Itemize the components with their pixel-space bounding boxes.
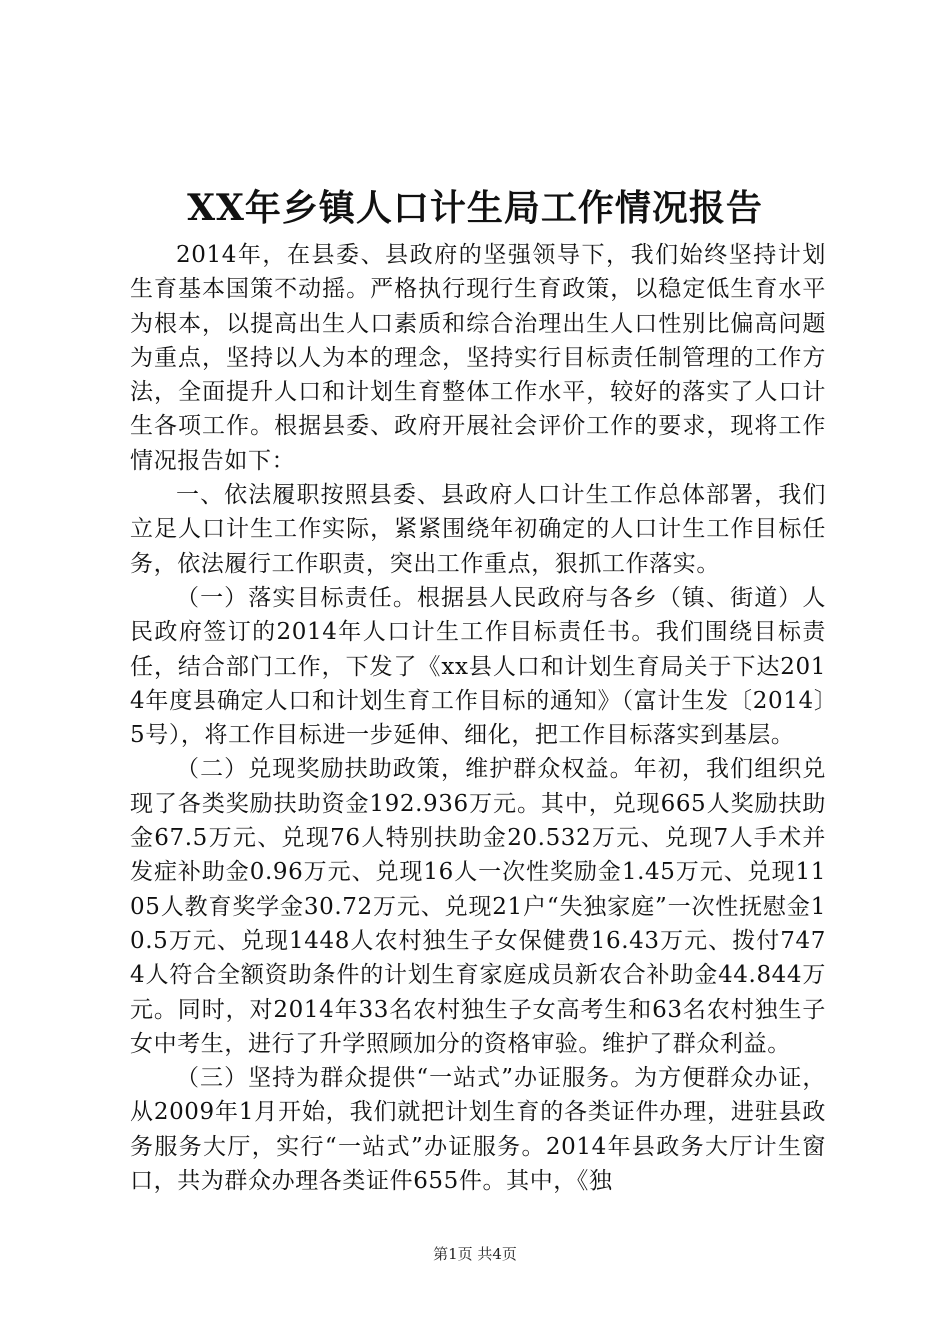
paragraph-intro: 2014年，在县委、县政府的坚强领导下，我们始终坚持计划生育基本国策不动摇。严格执行现行生育政策，以稳定低生育水平为根本，以提高出生人口素质和综合治理出生人口性别比偏高问题为重点，坚持以人为本的理念，坚持实行目标责任制管理的工作方法，全面提升人口和计划生育整体工作水平，较好的落实了人口计生各项工作。根据县委、政府开展社会评价工作的要求，现将工作情况报告如下： (130, 242, 826, 474)
paragraph-item-2: （二）兑现奖励扶助政策，维护群众权益。年初，我们组织兑现了各类奖励扶助资金192.936万元。其中，兑现665人奖励扶助金67.5万元、兑现76人特别扶助金20.532万元、兑现7人手术并发症补助金0.96万元、兑现16人一次性奖励金1.45万元、兑现1105人教育奖学金30.72万元、兑现21户“失独家庭”一次性抚慰金10.5万元、兑现1448人农村独生子女保健费16.43万元、拨付7474人符合全额资助条件的计划生育家庭成员新农合补助金44.844万元。同时，对2014年33名农村独生子女高考生和63名农村独生子女中考生，进行了升学照顾加分的资格审验。维护了群众利益。 (130, 756, 826, 1057)
document-body (130, 238, 826, 1198)
paragraph-section-1: 一、依法履职按照县委、县政府人口计生工作总体部署，我们立足人口计生工作实际，紧紧围绕年初确定的人口计生工作目标任务，依法履行工作职责，突出工作重点，狠抓工作落实。 (130, 482, 826, 577)
page-number-footer: 第1页 共4页 (433, 1245, 517, 1263)
paragraph-item-1: （一）落实目标责任。根据县人民政府与各乡（镇、街道）人民政府签订的2014年人口计生工作目标责任书。我们围绕目标责任，结合部门工作，下发了《xx县人口和计划生育局关于下达2014年度县确定人口和计划生育工作目标的通知》（富计生发〔2014〕5号），将工作目标进一步延伸、细化，把工作目标落实到基层。 (130, 584, 826, 749)
document-title: XX年乡镇人口计生局工作情况报告 (187, 187, 763, 229)
paragraph-item-3: （三）坚持为群众提供“一站式”办证服务。为方便群众办证，从2009年1月开始，我们就把计划生育的各类证件办理，进驻县政务服务大厅，实行“一站式”办证服务。2014年县政务大厅计生窗口，共为群众办理各类证件655件。其中，《独 (130, 1065, 826, 1195)
